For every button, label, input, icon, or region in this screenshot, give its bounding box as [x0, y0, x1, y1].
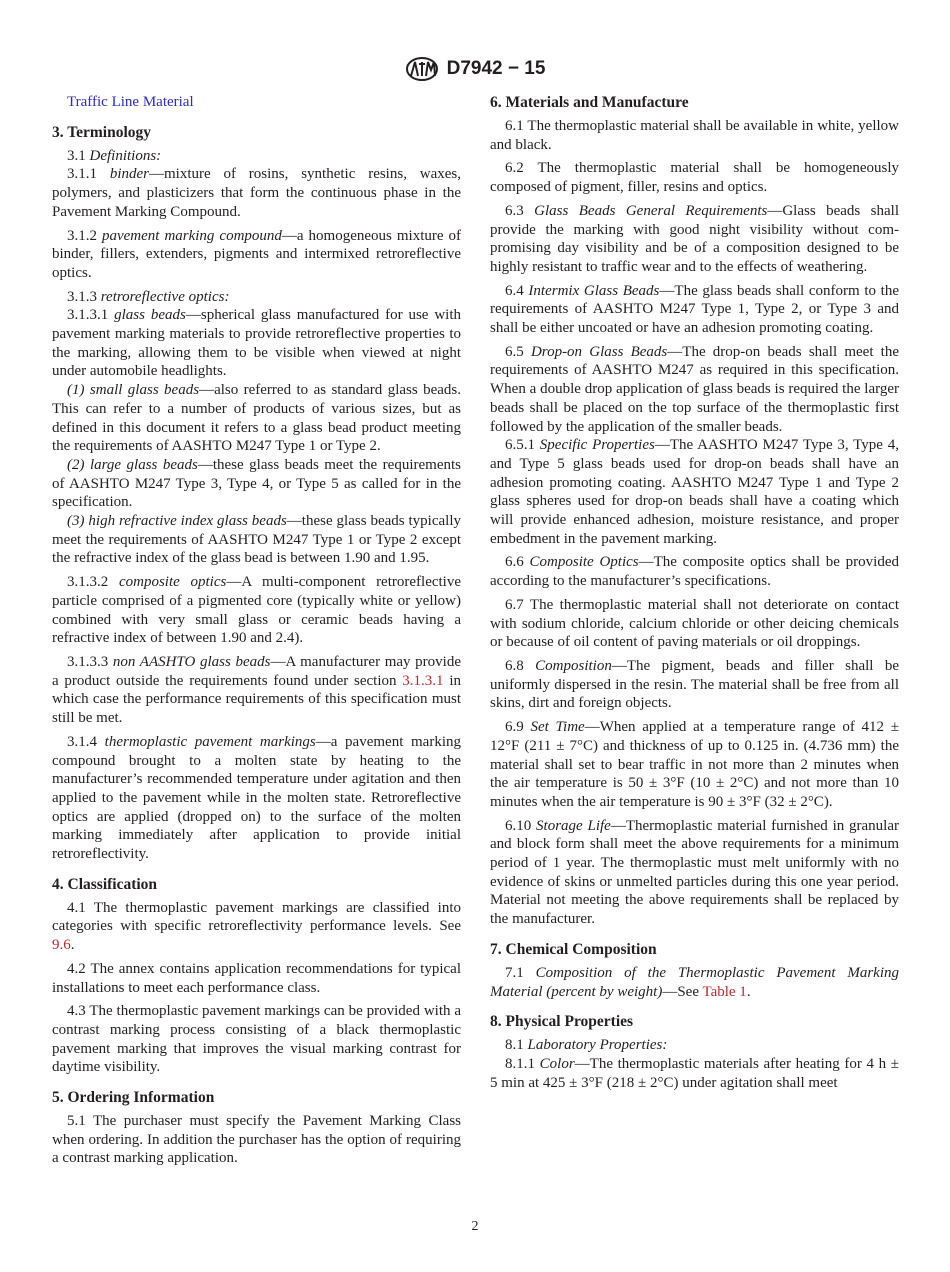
- paragraph: [490, 657, 899, 713]
- paragraph-text: The thermoplastic material shall not deteriorate on contact with sodium chloride, calcium chloride or other deicing chemicals or because of oil content of paving materials or oil droppings.: [490, 596, 900, 651]
- section-heading: 5. Ordering Information: [52, 1089, 215, 1107]
- standard-designation: D7942 − 15: [446, 58, 546, 79]
- section-number: 6.7: [505, 596, 530, 613]
- section-heading: 4. Classification: [52, 875, 158, 893]
- defined-term: (3) high refractive index glass beads: [67, 513, 287, 530]
- paragraph: [52, 227, 461, 283]
- defined-term: non AASHTO glass beads: [112, 653, 271, 670]
- paragraph: [52, 653, 461, 728]
- section-number: 3.1.4: [67, 733, 105, 750]
- paragraph-text: .: [70, 937, 75, 954]
- paragraph-text: —A multi-component retroreflective particle comprised of a pigmented core (typically white or yellow) combined with very small glass or ceramic beads having a refractive index of between 1.90 and 2.4).: [52, 574, 462, 647]
- paragraph-text: —A manufacturer may provide a product outside the requirements found under section: [52, 653, 461, 689]
- paragraph-text: in which case the performance requirements of this specification must still be met.: [52, 672, 461, 727]
- paragraph: [490, 596, 899, 652]
- defined-term: Storage Life: [536, 817, 611, 834]
- section-number: 8.1: [505, 1037, 528, 1054]
- section-number: 5.1: [67, 1113, 93, 1130]
- section-heading: 8. Physical Properties: [490, 1013, 634, 1031]
- paragraph: [52, 381, 461, 456]
- cross-reference-link[interactable]: 9.6: [52, 937, 71, 954]
- paragraph: [52, 93, 461, 112]
- section-number: 6.1: [505, 118, 528, 134]
- paragraph-text: —The drop-on beads shall meet the requirements of AASHTO M247 as required in this specification. When a double drop application of glass beads is required the larger beads shall be placed on the top surface of the thermoplastic first followed by the application of the smaller beads.: [490, 343, 899, 435]
- paragraph-text: —The AASHTO M247 Type 3, Type 4, and Type 5 glass beads used for drop-on beads shall have an adhesion promoting coating. AASHTO M247 Type 1 and Type 2 glass spheres used for drop-on beads shall have a coating which will provide enhanced adhesion, moisture resistance, and proper embedment in the pavement marking.: [490, 437, 899, 547]
- section-number: 6.3: [505, 202, 535, 219]
- paragraph-text: —The composite optics shall be provided according to the manufacturer’s specifications.: [490, 554, 899, 590]
- paragraph-text: —See: [662, 983, 703, 1000]
- paragraph-text: —these glass beads typically meet the requirements of AASHTO M247 Type 1 or Type 2 except the refractive index of the glass bead is between 1.90 and 1.95.: [52, 513, 461, 567]
- paragraph-text: —mixture of rosins, synthetic resins, waxes, polymers, and plasticizers that form the continuous phase in the Pavement Marking Compound.: [52, 166, 462, 220]
- defined-term: Color: [539, 1055, 575, 1072]
- section-heading: 6. Materials and Manufacture: [490, 94, 689, 111]
- defined-term: Laboratory Properties:: [527, 1037, 668, 1054]
- defined-term: Glass Beads General Requirements: [534, 202, 768, 219]
- paragraph: [52, 733, 461, 864]
- paragraph-text: —The pigment, beads and filler shall be uniformly dispersed in the resin. The material shall be free from all skins, dirt and foreign objects.: [490, 657, 900, 712]
- paragraph-text: —a pavement marking compound brought to a molten state by heating to the manufacturer’s recommended temperature under agitation and then applied to the pavement while in the molten state. Retroreflective optics are applied (dropped on) to the surface of the molten marking immediately after application to provide initial retroreflectivity.: [52, 733, 461, 863]
- section-number: 6.5.1: [505, 437, 540, 454]
- section-number: 6.8: [505, 657, 536, 674]
- defined-term: thermoplastic pavement markings: [104, 733, 316, 750]
- paragraph-text: .: [746, 983, 751, 1000]
- section-number: 3.1.1: [67, 166, 110, 183]
- paragraph: [490, 553, 899, 590]
- paragraph-text: —spherical glass manufactured for use with pavement marking materials to provide retroreflective properties to the marking, allowing them to be visible when viewed at night under automobile headlights.: [52, 307, 462, 380]
- defined-term: retroreflective optics:: [100, 288, 230, 305]
- paragraph: [490, 343, 899, 437]
- cross-reference-link[interactable]: Table 1: [702, 983, 747, 1000]
- paragraph: [52, 147, 461, 166]
- section-number: 4.1: [67, 899, 94, 916]
- defined-term: Set Time: [530, 719, 585, 736]
- defined-term: Composition: [535, 657, 612, 674]
- paragraph: [490, 436, 899, 548]
- section-number: 3.1.2: [67, 227, 102, 244]
- section-number: 6.5: [505, 343, 531, 360]
- section-number: 3.1.3.3: [67, 653, 113, 670]
- astm-logo-icon: [405, 56, 439, 82]
- paragraph: [52, 1112, 461, 1168]
- defined-term: Definitions:: [89, 147, 162, 164]
- paragraph: [52, 306, 461, 381]
- section-number: 6.10: [505, 817, 537, 834]
- section-heading: 3. Terminology: [52, 123, 152, 141]
- section-number: 8.1.1: [505, 1055, 540, 1072]
- defined-term: composite optics: [118, 574, 227, 591]
- paragraph: [52, 899, 461, 955]
- paragraph: [52, 456, 461, 512]
- section-number: 6.6: [505, 554, 530, 571]
- cross-reference-link[interactable]: 3.1.3.1: [402, 672, 444, 689]
- defined-term: (2) large glass beads: [67, 456, 198, 473]
- defined-term: binder: [109, 166, 149, 183]
- paragraph: [490, 964, 899, 1001]
- paragraph: [490, 817, 899, 929]
- paragraph: [490, 202, 899, 277]
- paragraph: [52, 960, 461, 997]
- defined-term: (1) small glass beads: [67, 382, 200, 399]
- paragraph-text: —Thermoplastic material furnished in granular and block form shall meet the above requirements for a minimum period of 1 year. The thermoplastic must melt uniformly with no evidence of skins or unmelted particles during this one year period. Material not meeting the above requirements shall be replaced by the manufacturer.: [490, 817, 899, 928]
- section-number: 3.1.3.1: [67, 307, 115, 324]
- section-number: 6.2: [505, 160, 538, 177]
- defined-term: pavement marking compound: [101, 227, 282, 244]
- section-heading: 7. Chemical Composition: [490, 940, 657, 958]
- section-number: 6.4: [505, 282, 529, 299]
- paragraph-text: The thermoplastic material shall be homogeneously composed of pigment, filler, resins and optics.: [490, 160, 899, 196]
- paragraph: [52, 512, 461, 568]
- paragraph: [490, 117, 899, 154]
- left-column: [52, 93, 461, 1168]
- paragraph: [52, 165, 461, 221]
- paragraph-text: —When applied at a temperature range of 412 ± 12°F (211 ± 7°C) and thickness of up to 0.125 in. (4.736 mm) the material shall set to bear traffic in not more than 2 minutes when the air temperature is 50 ± 3°F (10 ± 2°C) and not more than 10 minutes when the air temperature is 90 ± 3°F (32 ± 2°C).: [490, 719, 899, 810]
- paragraph-text: The thermoplastic material shall be available in white, yellow and black.: [490, 118, 900, 153]
- section-number: 7.1: [505, 964, 536, 981]
- paragraph-text: —these glass beads meet the requirements of AASHTO M247 Type 3, Type 4, or Type 5 as called for in the specification.: [52, 456, 461, 511]
- section-number: 6.9: [505, 719, 531, 736]
- page-number: 2: [471, 1219, 479, 1234]
- paragraph-text: —also referred to as standard glass beads. This can refer to a number of products of various sizes, but as defined in this document it refers to a glass bead product meeting the requirements of AASHTO M247 Type 1 or Type 2.: [52, 382, 461, 455]
- section-number: 3.1: [67, 147, 90, 164]
- paragraph: [490, 1036, 899, 1055]
- section-number: 4.3: [67, 1003, 90, 1020]
- defined-term: Composite Optics: [529, 554, 639, 571]
- defined-term: Drop-on Glass Beads: [530, 343, 668, 360]
- paragraph-text: —The glass beads shall conform to the requirements of AASHTO M247 Type 1, Type 2, or Type 3 and shall be either uncoated or have an adhesion promoting coating.: [490, 282, 899, 337]
- section-number: 3.1.3.2: [67, 574, 119, 591]
- paragraph: [490, 282, 899, 338]
- paragraph-text: The purchaser must specify the Pavement Marking Class when ordering. In addition the purchaser has the option of requiring a contrast marking application.: [52, 1113, 461, 1167]
- paragraph-text: —The thermoplastic materials after heating for 4 h ± 5 min at 425 ± 3°F (218 ± 2°C) under agitation shall meet: [490, 1055, 899, 1091]
- paragraph-text: —Glass beads shall provide the marking with good night visibility without compromising day visibility and be of a composition designed to be highly resistant to traffic wear and to the effects of weathering.: [490, 202, 899, 275]
- paragraph-text: The thermoplastic pavement markings are classified into categories with specific retroreflectivity performance levels. See: [52, 899, 462, 935]
- right-column: [490, 93, 899, 1092]
- paragraph: [490, 718, 899, 812]
- defined-term: Intermix Glass Beads: [528, 282, 660, 299]
- section-number: 4.2: [67, 960, 91, 977]
- paragraph-text: The thermoplastic pavement markings can be provided with a contrast marking process consisting of a black thermoplastic pavement marking that improves the visual marking contrast for daytime visibility.: [52, 1003, 462, 1076]
- paragraph: [52, 1002, 461, 1077]
- paragraph: [490, 1055, 899, 1092]
- paragraph-text: —a homogeneous mixture of binder, fillers, extenders, pigments and intermixed retroreflective optics.: [52, 227, 461, 281]
- reference-link[interactable]: Traffic Line Material: [67, 94, 194, 110]
- paragraph-text: The annex contains application recommendations for typical installations to meet each performance class.: [52, 960, 461, 996]
- defined-term: glass beads: [114, 307, 186, 324]
- paragraph: [52, 573, 461, 648]
- defined-term: Specific Properties: [539, 437, 655, 454]
- paragraph: [490, 159, 899, 196]
- section-number: 3.1.3: [67, 288, 101, 305]
- paragraph: [52, 288, 461, 307]
- defined-term: Composition of the Thermoplastic Pavement Marking Material (percent by weight): [490, 964, 899, 1000]
- page-header: [0, 56, 950, 82]
